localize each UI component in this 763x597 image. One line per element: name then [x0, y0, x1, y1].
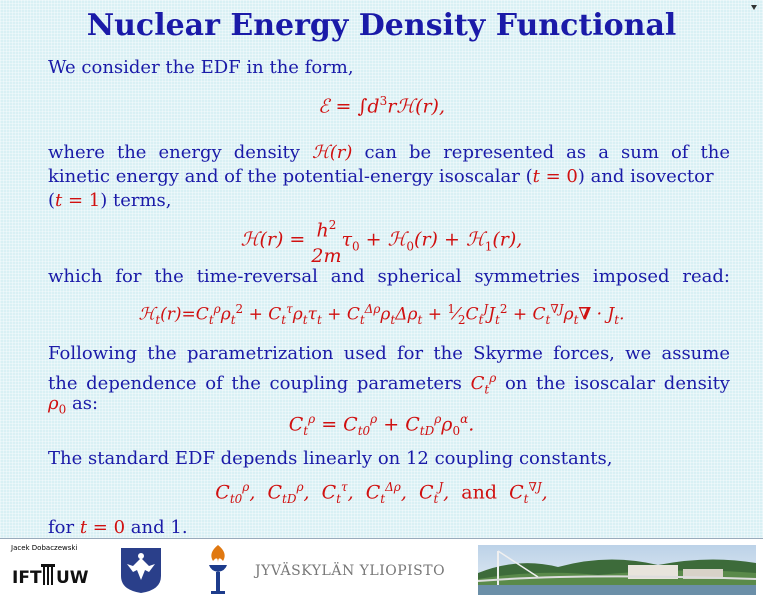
paragraph-coupling-constants: The standard EDF depends linearly on 12 coupling constants, [48, 448, 613, 469]
paragraph-intro: We consider the EDF in the form, [48, 57, 354, 78]
university-name: JYVÄSKYLÄN YLIOPISTO [255, 563, 446, 579]
math-ct-rho: $C_t^\rho$ [470, 371, 497, 397]
paragraph-for-t: for t = 0 and 1. [48, 517, 188, 538]
math-t-equals-0-final: t [79, 517, 88, 538]
text-segment: the dependence of the coupling parameters [48, 373, 462, 394]
paragraph-energy-density-line2: kinetic energy and of the potential-energy isoscalar (t = 0) and isovector [48, 166, 714, 187]
equation-edf: ℰ = $\int d^3rℋ(r)$, [317, 94, 446, 118]
ift-uw-logo [10, 553, 89, 591]
paragraph-symmetries: which for the time-reversal and spherical symmetries imposed read: [48, 266, 730, 287]
text-segment: can be represented as a sum of the [364, 142, 730, 163]
uw-text: UW [56, 568, 89, 588]
equation-hamiltonian: ℋ(r) = $h^2$ 2m $\tau_0$ + ℋ$_0$(r) + ℋ$_1$(r), [240, 218, 523, 268]
campus-photo [478, 545, 756, 595]
math-t-equals-0: t [532, 166, 540, 187]
slide-title: Nuclear Energy Density Functional [86, 8, 677, 43]
text-segment: ) and isovector [577, 166, 714, 187]
math-t-equals-1: t [55, 190, 63, 211]
paragraph-energy-density-line1 [48, 141, 730, 165]
and-word: and [461, 481, 498, 504]
equation-density-dependence: $C_t^\rho = C_{t0}^\rho + C_{tD}^\rho\rho_0^\alpha$. [288, 412, 475, 439]
text-segment: kinetic energy and of the potential-energy isoscalar ( [48, 166, 533, 187]
text-segment: as: [71, 393, 99, 414]
paragraph-parametrization-line1: Following the parametrization used for the Skyrme forces, we assume [48, 343, 730, 364]
paragraph-energy-density-line3: (t = 1) terms, [48, 190, 172, 211]
math-h-of-r: ℋ(r) [311, 142, 353, 163]
math-rho0: $\rho_0$ [48, 393, 67, 417]
torch-logo [203, 543, 233, 595]
text-segment: for [48, 517, 75, 538]
equation-ht: $ℋ_t(r)=C_t^\rho\rho_t^2 + C_t^\tau\rho_t\tau_t + C_t^{\Delta\rho}\rho_t\Delta\rho_t$ + $^1⁄_2C_t^JJ_t^2 + C_t^{\nabla J}\rho_t\nabla \cdot J_t$. [138, 302, 625, 328]
text-segment: on the isoscalar density [504, 373, 730, 394]
university-eagle-logo [119, 546, 163, 594]
text-segment: where the energy density [48, 142, 300, 163]
author-label: Jacek Dobaczewski [11, 544, 78, 552]
text-segment: and 1. [130, 517, 188, 538]
text-segment: terms, [113, 190, 172, 211]
ift-text: IFT [12, 568, 42, 588]
equation-coupling-list: $C_{t0}^\rho$, $C_{tD}^\rho$, $C_t^\tau$, $C_t^{\Delta\rho}$, $C_t^J$, and $C_t^{\nabla J}$, [215, 480, 548, 507]
